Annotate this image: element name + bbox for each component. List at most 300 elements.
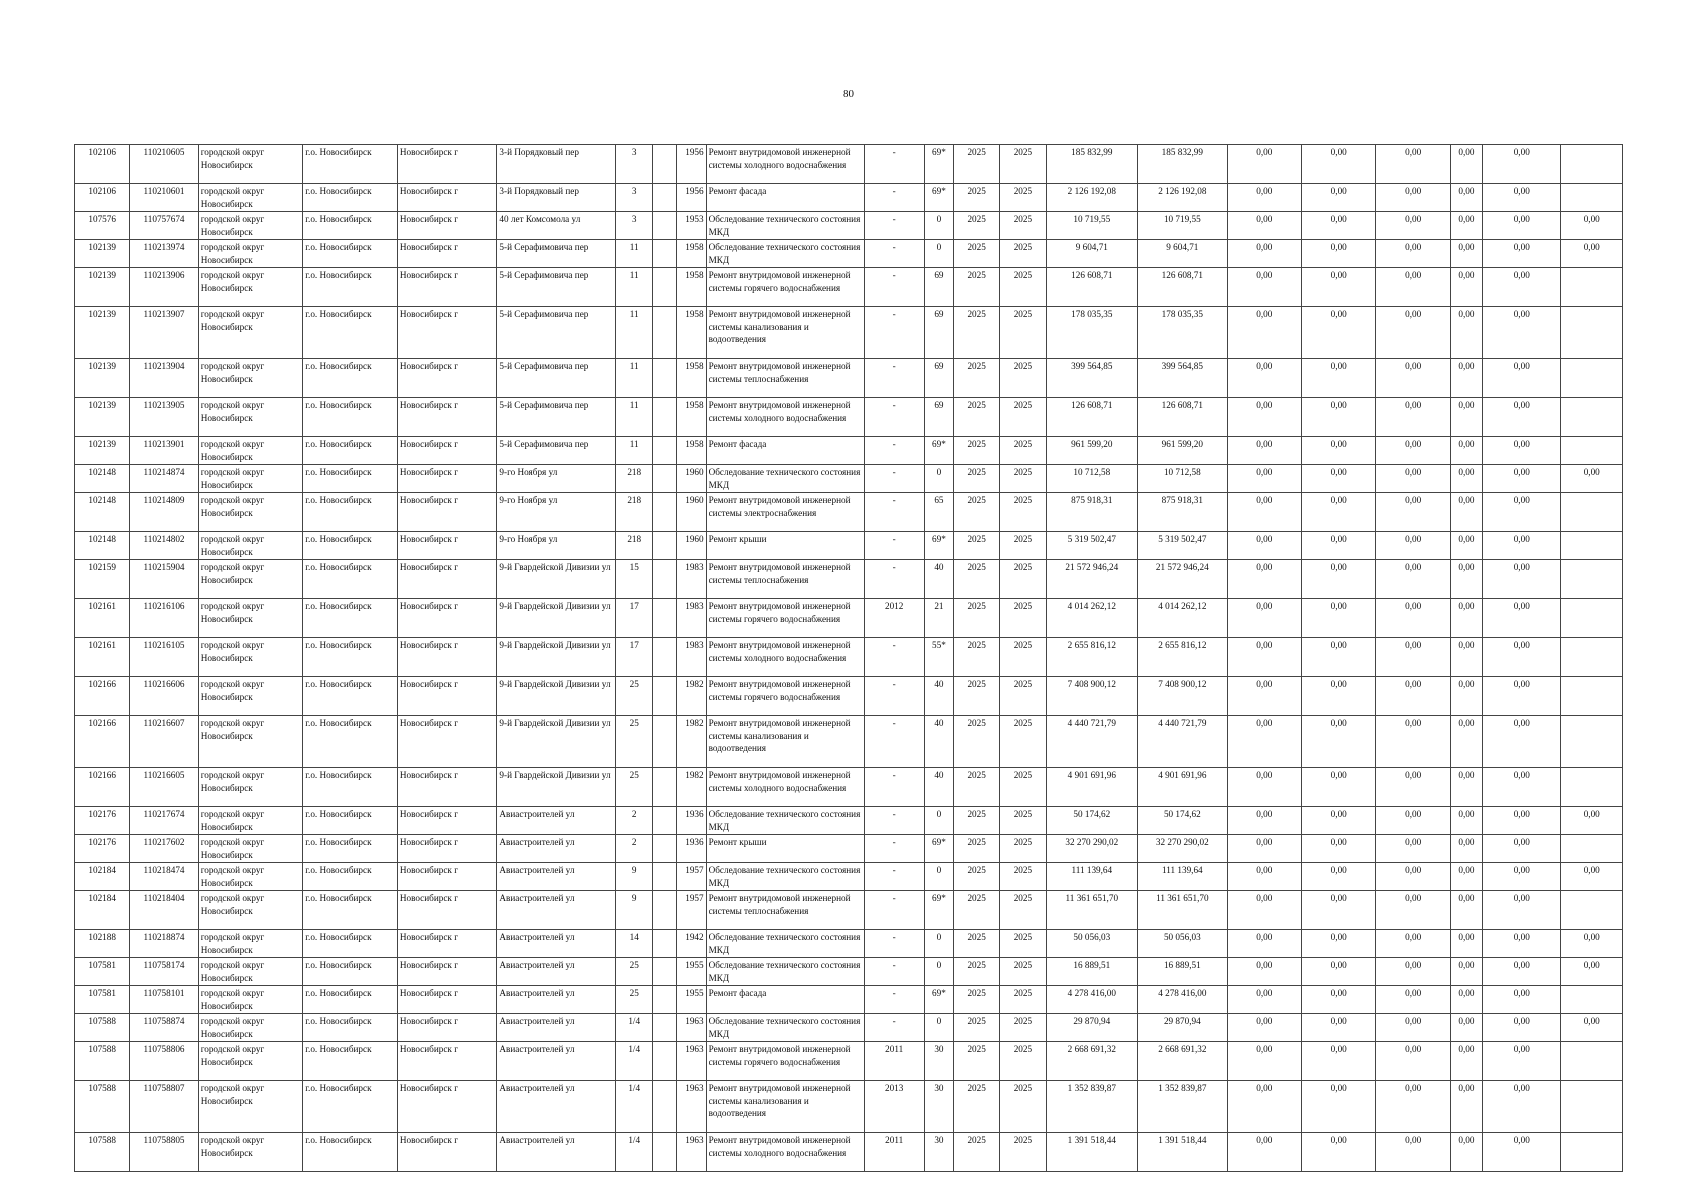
table-cell: 5-й Серафимовича пер	[497, 240, 616, 268]
table-cell: г.о. Новосибирск	[303, 184, 398, 212]
table-cell	[1561, 768, 1623, 807]
table-cell: 3	[616, 212, 653, 240]
table-cell: 107581	[75, 958, 130, 986]
table-cell: 0,00	[1450, 677, 1482, 716]
table-row	[75, 768, 1623, 807]
table-cell: 0,00	[1450, 930, 1482, 958]
table-cell: 1/4	[616, 1081, 653, 1133]
table-cell: Авиастроителей ул	[497, 835, 616, 863]
table-cell: 102184	[75, 863, 130, 891]
table-cell: 107576	[75, 212, 130, 240]
table-cell: 0,00	[1483, 958, 1561, 986]
table-cell: 110216106	[130, 599, 198, 638]
table-cell: 1958	[677, 240, 706, 268]
table-cell: г.о. Новосибирск	[303, 638, 398, 677]
table-cell	[653, 1133, 677, 1172]
table-cell: 1960	[677, 465, 706, 493]
table-cell: Ремонт фасада	[706, 184, 864, 212]
table-cell: 218	[616, 532, 653, 560]
table-cell: 2025	[1000, 1042, 1046, 1081]
table-cell: 11	[616, 398, 653, 437]
table-cell: 107588	[75, 1014, 130, 1042]
table-cell: 0,00	[1227, 835, 1301, 863]
table-cell: 1956	[677, 184, 706, 212]
table-cell: Новосибирск г	[397, 1014, 497, 1042]
table-cell: 961 599,20	[1046, 437, 1138, 465]
table-cell: 0,00	[1227, 268, 1301, 307]
table-cell: 0,00	[1376, 532, 1450, 560]
table-cell: Новосибирск г	[397, 638, 497, 677]
table-cell	[653, 184, 677, 212]
table-cell: 1983	[677, 599, 706, 638]
table-cell: городской округ Новосибирск	[198, 1042, 303, 1081]
table-cell: 0,00	[1561, 930, 1623, 958]
table-row	[75, 1081, 1623, 1133]
table-cell: Авиастроителей ул	[497, 807, 616, 835]
table-cell: -	[864, 307, 924, 359]
table-cell: -	[864, 184, 924, 212]
table-row	[75, 1042, 1623, 1081]
table-cell: 102176	[75, 807, 130, 835]
table-cell: Новосибирск г	[397, 1133, 497, 1172]
table-cell: 2 126 192,08	[1046, 184, 1138, 212]
table-cell: 218	[616, 493, 653, 532]
table-cell: Новосибирск г	[397, 359, 497, 398]
table-cell: Новосибирск г	[397, 958, 497, 986]
table-cell: -	[864, 359, 924, 398]
table-cell: г.о. Новосибирск	[303, 465, 398, 493]
table-cell: 102139	[75, 359, 130, 398]
table-cell: 40 лет Комсомола ул	[497, 212, 616, 240]
table-cell	[653, 560, 677, 599]
table-cell: 5-й Серафимовича пер	[497, 307, 616, 359]
table-cell: Ремонт внутридомовой инженерной системы холодного водоснабжения	[706, 1133, 864, 1172]
table-cell: 0,00	[1227, 532, 1301, 560]
table-cell: городской округ Новосибирск	[198, 677, 303, 716]
table-cell: городской округ Новосибирск	[198, 599, 303, 638]
table-cell: 9-го Ноября ул	[497, 532, 616, 560]
table-cell: 1/4	[616, 1133, 653, 1172]
table-cell: 9	[616, 863, 653, 891]
table-cell: 0,00	[1483, 212, 1561, 240]
table-cell: городской округ Новосибирск	[198, 560, 303, 599]
table-cell: 0,00	[1227, 493, 1301, 532]
table-row	[75, 716, 1623, 768]
table-cell: 110210601	[130, 184, 198, 212]
table-cell: 4 278 416,00	[1138, 986, 1228, 1014]
table-cell	[653, 532, 677, 560]
table-cell: г.о. Новосибирск	[303, 986, 398, 1014]
table-cell: 9-й Гвардейской Дивизии ул	[497, 638, 616, 677]
table-cell: Новосибирск г	[397, 437, 497, 465]
table-cell: 2025	[954, 716, 1000, 768]
table-cell: 0,00	[1483, 677, 1561, 716]
table-cell: 0,00	[1302, 1014, 1376, 1042]
table-cell: 2025	[1000, 398, 1046, 437]
table-cell	[653, 465, 677, 493]
table-cell: городской округ Новосибирск	[198, 398, 303, 437]
table-cell: Авиастроителей ул	[497, 958, 616, 986]
table-cell: 0	[924, 240, 953, 268]
table-cell: 2025	[1000, 986, 1046, 1014]
table-cell: г.о. Новосибирск	[303, 1042, 398, 1081]
table-cell: 2025	[1000, 835, 1046, 863]
table-cell: 5-й Серафимовича пер	[497, 268, 616, 307]
table-cell: 0,00	[1227, 398, 1301, 437]
table-cell: 110213901	[130, 437, 198, 465]
table-cell: 0,00	[1302, 958, 1376, 986]
table-cell: 0,00	[1376, 437, 1450, 465]
table-cell: городской округ Новосибирск	[198, 268, 303, 307]
table-cell: Новосибирск г	[397, 268, 497, 307]
table-cell: 0,00	[1376, 638, 1450, 677]
table-cell: 4 901 691,96	[1138, 768, 1228, 807]
table-cell: 2025	[954, 184, 1000, 212]
table-cell: Авиастроителей ул	[497, 1133, 616, 1172]
table-cell	[653, 958, 677, 986]
table-cell: 2025	[954, 930, 1000, 958]
table-cell: 1960	[677, 532, 706, 560]
table-cell: городской округ Новосибирск	[198, 1014, 303, 1042]
table-cell: 2 126 192,08	[1138, 184, 1228, 212]
table-cell: 399 564,85	[1138, 359, 1228, 398]
table-cell: Новосибирск г	[397, 863, 497, 891]
table-cell: г.о. Новосибирск	[303, 807, 398, 835]
table-cell: 0,00	[1450, 768, 1482, 807]
table-cell	[653, 891, 677, 930]
table-cell: 2025	[954, 1042, 1000, 1081]
table-cell: 9	[616, 891, 653, 930]
table-cell: 29 870,94	[1046, 1014, 1138, 1042]
table-cell: 0,00	[1376, 184, 1450, 212]
table-cell: 32 270 290,02	[1138, 835, 1228, 863]
table-cell: г.о. Новосибирск	[303, 560, 398, 599]
table-cell: 1 352 839,87	[1138, 1081, 1228, 1133]
table-cell: 17	[616, 599, 653, 638]
table-cell: 2	[616, 835, 653, 863]
table-cell: 4 440 721,79	[1046, 716, 1138, 768]
table-cell: городской округ Новосибирск	[198, 1133, 303, 1172]
table-cell: 17	[616, 638, 653, 677]
table-cell: 1/4	[616, 1014, 653, 1042]
table-cell: 2025	[1000, 212, 1046, 240]
table-cell: 0,00	[1450, 212, 1482, 240]
table-cell: 69*	[924, 145, 953, 184]
table-cell: 0,00	[1227, 638, 1301, 677]
table-cell: 1982	[677, 768, 706, 807]
table-cell: 69*	[924, 184, 953, 212]
table-cell: городской округ Новосибирск	[198, 145, 303, 184]
table-cell: 0,00	[1450, 184, 1482, 212]
table-cell	[1561, 493, 1623, 532]
table-cell: 0,00	[1376, 1081, 1450, 1133]
table-cell: Новосибирск г	[397, 212, 497, 240]
table-cell: 2025	[1000, 268, 1046, 307]
table-row	[75, 465, 1623, 493]
table-cell: 0,00	[1483, 768, 1561, 807]
table-cell: 126 608,71	[1046, 398, 1138, 437]
table-cell: -	[864, 268, 924, 307]
table-cell: 0,00	[1227, 599, 1301, 638]
table-cell: 102139	[75, 268, 130, 307]
table-cell: 0,00	[1302, 986, 1376, 1014]
table-cell: 875 918,31	[1046, 493, 1138, 532]
table-cell: 4 014 262,12	[1138, 599, 1228, 638]
table-cell: 2025	[1000, 493, 1046, 532]
table-cell: г.о. Новосибирск	[303, 891, 398, 930]
table-cell: 0,00	[1376, 359, 1450, 398]
table-cell: 0,00	[1376, 560, 1450, 599]
table-cell: Ремонт внутридомовой инженерной системы теплоснабжения	[706, 359, 864, 398]
table-cell: 69	[924, 307, 953, 359]
table-cell: 69	[924, 268, 953, 307]
table-cell: 0,00	[1227, 716, 1301, 768]
table-cell: 7 408 900,12	[1046, 677, 1138, 716]
table-cell: 50 056,03	[1046, 930, 1138, 958]
table-cell: 0,00	[1227, 1133, 1301, 1172]
table-cell: Обследование технического состояния МКД	[706, 212, 864, 240]
table-row	[75, 398, 1623, 437]
table-cell: 21	[924, 599, 953, 638]
table-cell: -	[864, 398, 924, 437]
table-cell: городской округ Новосибирск	[198, 835, 303, 863]
table-cell: 0,00	[1483, 532, 1561, 560]
table-row	[75, 807, 1623, 835]
table-cell: г.о. Новосибирск	[303, 240, 398, 268]
table-cell: 126 608,71	[1138, 398, 1228, 437]
table-row	[75, 145, 1623, 184]
table-cell: Новосибирск г	[397, 891, 497, 930]
table-cell: 11	[616, 359, 653, 398]
table-cell: 102161	[75, 599, 130, 638]
table-cell: 0,00	[1450, 1014, 1482, 1042]
table-cell: 1953	[677, 212, 706, 240]
table-cell: 2011	[864, 1133, 924, 1172]
table-cell: 5-й Серафимовича пер	[497, 437, 616, 465]
table-cell: 40	[924, 560, 953, 599]
table-cell: г.о. Новосибирск	[303, 212, 398, 240]
table-cell: 110758806	[130, 1042, 198, 1081]
table-cell: 2025	[1000, 465, 1046, 493]
table-cell: 0,00	[1376, 398, 1450, 437]
table-cell: 5-й Серафимовича пер	[497, 359, 616, 398]
table-cell: 107588	[75, 1133, 130, 1172]
table-cell: 0,00	[1376, 807, 1450, 835]
table-cell: 0,00	[1483, 268, 1561, 307]
table-cell: 0,00	[1227, 807, 1301, 835]
table-cell: Обследование технического состояния МКД	[706, 807, 864, 835]
table-cell: 0,00	[1483, 465, 1561, 493]
table-cell: -	[864, 240, 924, 268]
table-cell: 0,00	[1450, 986, 1482, 1014]
table-cell: 32 270 290,02	[1046, 835, 1138, 863]
table-cell: 1960	[677, 493, 706, 532]
table-cell: г.о. Новосибирск	[303, 398, 398, 437]
table-cell	[653, 716, 677, 768]
table-cell: 0,00	[1483, 638, 1561, 677]
table-cell: 102139	[75, 240, 130, 268]
table-cell: Авиастроителей ул	[497, 930, 616, 958]
table-cell: 1958	[677, 437, 706, 465]
table-cell: 65	[924, 493, 953, 532]
table-cell: Авиастроителей ул	[497, 863, 616, 891]
table-cell: 11	[616, 307, 653, 359]
table-cell: 0,00	[1376, 891, 1450, 930]
table-cell: -	[864, 560, 924, 599]
table-cell: Ремонт внутридомовой инженерной системы теплоснабжения	[706, 891, 864, 930]
table-cell: 126 608,71	[1046, 268, 1138, 307]
table-cell: 102184	[75, 891, 130, 930]
table-cell: 178 035,35	[1138, 307, 1228, 359]
table-cell: Ремонт внутридомовой инженерной системы канализования и водоотведения	[706, 716, 864, 768]
table-cell: 178 035,35	[1046, 307, 1138, 359]
table-row	[75, 863, 1623, 891]
table-cell: 0,00	[1302, 398, 1376, 437]
table-cell: городской округ Новосибирск	[198, 958, 303, 986]
table-cell: 2025	[954, 307, 1000, 359]
table-cell: городской округ Новосибирск	[198, 437, 303, 465]
table-cell: Обследование технического состояния МКД	[706, 863, 864, 891]
table-cell: 0	[924, 1014, 953, 1042]
table-cell: 111 139,64	[1046, 863, 1138, 891]
table-cell: 0,00	[1302, 1081, 1376, 1133]
table-cell: -	[864, 986, 924, 1014]
table-cell: 0,00	[1450, 863, 1482, 891]
table-cell: Ремонт крыши	[706, 532, 864, 560]
table-cell: 2025	[1000, 307, 1046, 359]
table-cell: г.о. Новосибирск	[303, 532, 398, 560]
table-cell	[653, 437, 677, 465]
table-cell: 2025	[954, 212, 1000, 240]
table-cell: Ремонт внутридомовой инженерной системы холодного водоснабжения	[706, 768, 864, 807]
table-cell: 0,00	[1227, 359, 1301, 398]
table-cell: 0,00	[1376, 958, 1450, 986]
table-cell: 0,00	[1450, 599, 1482, 638]
table-cell	[1561, 986, 1623, 1014]
table-cell: 0,00	[1302, 212, 1376, 240]
table-cell: 2 655 816,12	[1046, 638, 1138, 677]
table-cell: 2025	[954, 986, 1000, 1014]
table-cell: 110757674	[130, 212, 198, 240]
table-cell: 0,00	[1227, 1014, 1301, 1042]
table-cell: 0,00	[1302, 638, 1376, 677]
table-cell: 11 361 651,70	[1046, 891, 1138, 930]
table-cell	[653, 986, 677, 1014]
table-cell: 40	[924, 677, 953, 716]
table-cell: 10 719,55	[1138, 212, 1228, 240]
table-cell: 0,00	[1227, 145, 1301, 184]
table-cell: 218	[616, 465, 653, 493]
table-cell: 2025	[1000, 716, 1046, 768]
table-cell: Ремонт внутридомовой инженерной системы горячего водоснабжения	[706, 268, 864, 307]
table-cell: г.о. Новосибирск	[303, 268, 398, 307]
table-cell: Ремонт внутридомовой инженерной системы холодного водоснабжения	[706, 145, 864, 184]
table-cell: 110758101	[130, 986, 198, 1014]
table-cell: 2012	[864, 599, 924, 638]
table-cell: 0,00	[1227, 677, 1301, 716]
table-cell: -	[864, 638, 924, 677]
table-cell: Новосибирск г	[397, 184, 497, 212]
table-cell: 0,00	[1483, 1081, 1561, 1133]
table-cell: Новосибирск г	[397, 1042, 497, 1081]
table-cell: 0,00	[1450, 835, 1482, 863]
table-cell: Обследование технического состояния МКД	[706, 465, 864, 493]
table-cell: г.о. Новосибирск	[303, 145, 398, 184]
table-cell: 11	[616, 437, 653, 465]
table-cell: 0,00	[1227, 958, 1301, 986]
table-cell: 2025	[954, 768, 1000, 807]
table-cell: 5-й Серафимовича пер	[497, 398, 616, 437]
table-cell: 0,00	[1227, 1081, 1301, 1133]
table-cell: Новосибирск г	[397, 930, 497, 958]
table-cell: 102159	[75, 560, 130, 599]
table-cell: 2025	[1000, 532, 1046, 560]
table-cell: 0,00	[1376, 986, 1450, 1014]
table-cell: 1982	[677, 677, 706, 716]
table-cell: -	[864, 1014, 924, 1042]
table-cell: 2 668 691,32	[1046, 1042, 1138, 1081]
table-cell: 0,00	[1302, 359, 1376, 398]
table-cell: -	[864, 891, 924, 930]
table-cell: 2013	[864, 1081, 924, 1133]
table-cell: 3-й Порядковый пер	[497, 184, 616, 212]
table-cell	[1561, 398, 1623, 437]
table-cell: 14	[616, 930, 653, 958]
table-cell: 2025	[1000, 677, 1046, 716]
table-cell: 0,00	[1302, 599, 1376, 638]
table-cell: 0,00	[1302, 863, 1376, 891]
table-cell: 0,00	[1227, 465, 1301, 493]
table-cell: Ремонт внутридомовой инженерной системы канализования и водоотведения	[706, 307, 864, 359]
table-cell: Новосибирск г	[397, 145, 497, 184]
table-cell: городской округ Новосибирск	[198, 493, 303, 532]
table-cell: 0,00	[1450, 1042, 1482, 1081]
table-cell: 0,00	[1561, 958, 1623, 986]
table-cell: 2025	[954, 1081, 1000, 1133]
table-cell: -	[864, 930, 924, 958]
table-cell	[1561, 359, 1623, 398]
table-cell: 9-й Гвардейской Дивизии ул	[497, 599, 616, 638]
table-cell: 0,00	[1302, 930, 1376, 958]
table-cell: 0,00	[1483, 437, 1561, 465]
table-cell	[653, 398, 677, 437]
table-cell: Новосибирск г	[397, 599, 497, 638]
table-cell: 4 901 691,96	[1046, 768, 1138, 807]
table-cell: 110758807	[130, 1081, 198, 1133]
table-cell: 1982	[677, 716, 706, 768]
table-cell: 102106	[75, 145, 130, 184]
table-row	[75, 532, 1623, 560]
table-cell: 0,00	[1376, 145, 1450, 184]
table-cell: 40	[924, 768, 953, 807]
table-cell	[1561, 268, 1623, 307]
table-cell: 0,00	[1302, 184, 1376, 212]
table-cell: Новосибирск г	[397, 835, 497, 863]
table-cell	[653, 212, 677, 240]
table-cell: 1958	[677, 307, 706, 359]
table-cell: -	[864, 716, 924, 768]
table-cell	[653, 677, 677, 716]
table-cell: Ремонт внутридомовой инженерной системы горячего водоснабжения	[706, 677, 864, 716]
table-cell: 11 361 651,70	[1138, 891, 1228, 930]
table-cell: 4 278 416,00	[1046, 986, 1138, 1014]
table-cell: 2025	[954, 807, 1000, 835]
table-row	[75, 268, 1623, 307]
table-cell: Авиастроителей ул	[497, 986, 616, 1014]
table-cell: 2025	[954, 599, 1000, 638]
table-cell: 2025	[1000, 1133, 1046, 1172]
table-cell: 30	[924, 1042, 953, 1081]
